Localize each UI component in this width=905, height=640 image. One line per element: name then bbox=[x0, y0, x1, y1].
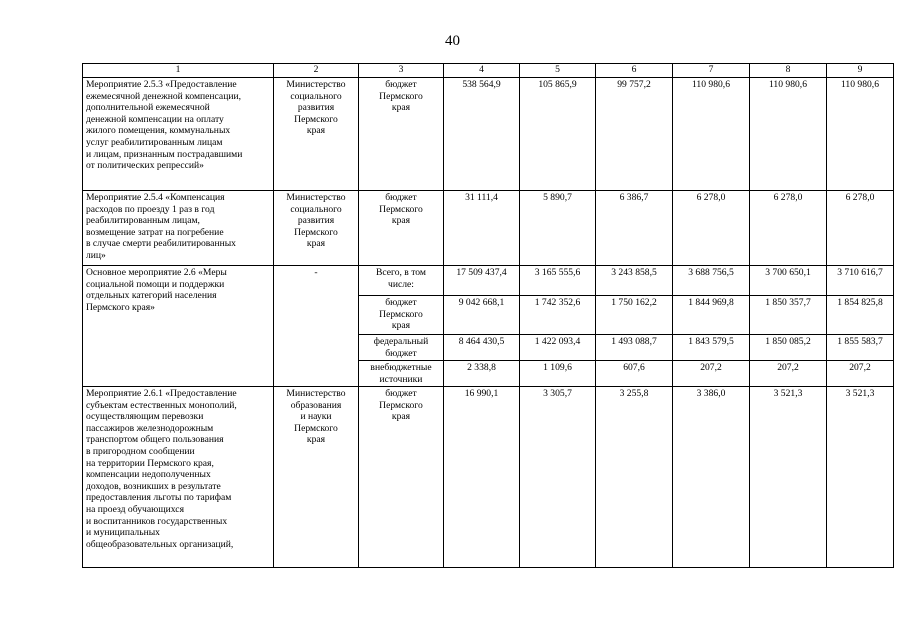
value-cell: 538 564,9 bbox=[444, 78, 520, 191]
value-cell: 1 844 969,8 bbox=[673, 296, 750, 335]
executor-cell: Министерство социального развития Пермского края bbox=[274, 191, 359, 266]
value-cell: 3 305,7 bbox=[520, 387, 596, 568]
table-row bbox=[83, 78, 894, 191]
value-cell: 207,2 bbox=[673, 361, 750, 387]
value-cell: 105 865,9 bbox=[520, 78, 596, 191]
column-header: 1 bbox=[83, 64, 274, 78]
page-number: 40 bbox=[445, 33, 460, 49]
column-header: 8 bbox=[750, 64, 827, 78]
funding-source-cell: бюджет Пермского края bbox=[359, 387, 444, 568]
value-cell: 8 464 430,5 bbox=[444, 335, 520, 361]
value-cell: 1 750 162,2 bbox=[596, 296, 673, 335]
value-cell: 3 688 756,5 bbox=[673, 266, 750, 296]
value-cell: 99 757,2 bbox=[596, 78, 673, 191]
value-cell: 110 980,6 bbox=[673, 78, 750, 191]
table-row bbox=[83, 191, 894, 266]
funding-source-cell: бюджет Пермского края bbox=[359, 191, 444, 266]
value-cell: 1 855 583,7 bbox=[827, 335, 894, 361]
value-cell: 110 980,6 bbox=[827, 78, 894, 191]
value-cell: 1 850 357,7 bbox=[750, 296, 827, 335]
executor-cell: - bbox=[274, 266, 359, 387]
activity-name-cell: Основное мероприятие 2.6 «Меры социальной помощи и поддержки отдельных категорий населения Пермского края» bbox=[83, 266, 274, 387]
column-header: 9 bbox=[827, 64, 894, 78]
value-cell: 607,6 bbox=[596, 361, 673, 387]
value-cell: 1 742 352,6 bbox=[520, 296, 596, 335]
executor-cell: Министерство образования и науки Пермского края bbox=[274, 387, 359, 568]
value-cell: 1 422 093,4 bbox=[520, 335, 596, 361]
value-cell: 6 386,7 bbox=[596, 191, 673, 266]
executor-cell: Министерство социального развития Пермского края bbox=[274, 78, 359, 191]
funding-source-cell: бюджет Пермского края bbox=[359, 296, 444, 335]
activity-name-cell: Мероприятие 2.5.4 «Компенсация расходов по проезду 1 раз в год реабилитированным лицам, возмещение затрат на погребение в случае смерти реабилитированных лиц» bbox=[83, 191, 274, 266]
value-cell: 9 042 668,1 bbox=[444, 296, 520, 335]
column-header: 6 bbox=[596, 64, 673, 78]
value-cell: 3 700 650,1 bbox=[750, 266, 827, 296]
column-header: 4 bbox=[444, 64, 520, 78]
value-cell: 3 386,0 bbox=[673, 387, 750, 568]
value-cell: 1 493 088,7 bbox=[596, 335, 673, 361]
value-cell: 6 278,0 bbox=[673, 191, 750, 266]
activity-name-cell: Мероприятие 2.5.3 «Предоставление ежемесячной денежной компенсации, дополнительной ежемесячной денежной компенсации на оплату жилого помещения, коммунальных услуг реабилитированным лицам и лицам, признанным пострадавшими от политических репрессий» bbox=[83, 78, 274, 191]
value-cell: 2 338,8 bbox=[444, 361, 520, 387]
value-cell: 16 990,1 bbox=[444, 387, 520, 568]
value-cell: 17 509 437,4 bbox=[444, 266, 520, 296]
value-cell: 3 710 616,7 bbox=[827, 266, 894, 296]
value-cell: 1 850 085,2 bbox=[750, 335, 827, 361]
column-header: 2 bbox=[274, 64, 359, 78]
value-cell: 5 890,7 bbox=[520, 191, 596, 266]
table-row bbox=[83, 387, 894, 568]
value-cell: 207,2 bbox=[827, 361, 894, 387]
value-cell: 6 278,0 bbox=[750, 191, 827, 266]
funding-source-cell: бюджет Пермского края bbox=[359, 78, 444, 191]
value-cell: 31 111,4 bbox=[444, 191, 520, 266]
value-cell: 3 243 858,5 bbox=[596, 266, 673, 296]
value-cell: 6 278,0 bbox=[827, 191, 894, 266]
value-cell: 3 521,3 bbox=[827, 387, 894, 568]
value-cell: 3 521,3 bbox=[750, 387, 827, 568]
funding-source-cell: Всего, в том числе: bbox=[359, 266, 444, 296]
funding-source-cell: внебюджетные источники bbox=[359, 361, 444, 387]
funding-source-cell: федеральный бюджет bbox=[359, 335, 444, 361]
column-header-row bbox=[83, 64, 894, 78]
value-cell: 207,2 bbox=[750, 361, 827, 387]
value-cell: 3 255,8 bbox=[596, 387, 673, 568]
value-cell: 3 165 555,6 bbox=[520, 266, 596, 296]
value-cell: 1 109,6 bbox=[520, 361, 596, 387]
value-cell: 110 980,6 bbox=[750, 78, 827, 191]
column-header: 3 bbox=[359, 64, 444, 78]
budget-table bbox=[82, 63, 894, 568]
column-header: 5 bbox=[520, 64, 596, 78]
column-header: 7 bbox=[673, 64, 750, 78]
activity-name-cell: Мероприятие 2.6.1 «Предоставление субъектам естественных монополий, осуществляющим перевозки пассажиров железнодорожным транспортом общего пользования в пригородном сообщении на территории Пермского края, компенсации недополученных доходов, возникших в результате предоставления льготы по тарифам на проезд обучающихся и воспитанников государственных и муниципальных общеобразовательных организаций, bbox=[83, 387, 274, 568]
table-row bbox=[83, 266, 894, 296]
value-cell: 1 843 579,5 bbox=[673, 335, 750, 361]
value-cell: 1 854 825,8 bbox=[827, 296, 894, 335]
